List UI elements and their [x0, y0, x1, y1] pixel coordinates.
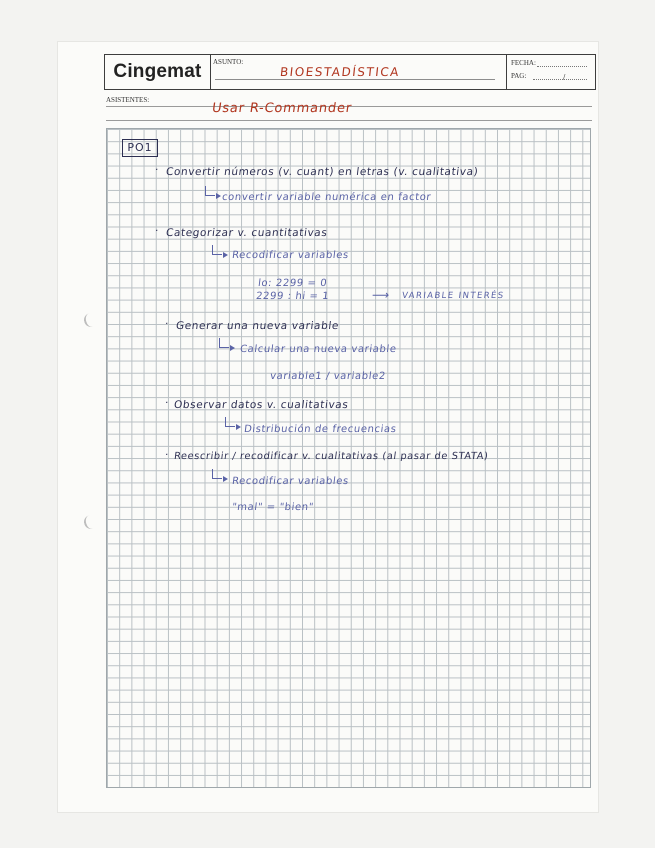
- arrow-hook-icon: [219, 338, 229, 348]
- note-item: ·: [164, 397, 170, 409]
- note-item: ·: [164, 449, 170, 461]
- note-item: ·: [154, 225, 160, 237]
- pag-line: [533, 79, 587, 80]
- note-subitem: Recodificar variables: [231, 250, 350, 261]
- section-code: PO1: [122, 139, 158, 157]
- asunto-line: [215, 79, 495, 80]
- page-header: [104, 54, 596, 90]
- pag-label: PAG:: [511, 72, 527, 80]
- arrow-hook-icon: [225, 417, 235, 427]
- asunto-label: ASUNTO:: [213, 58, 244, 66]
- note-item: Convertir números (v. cuant) en letras (v. cualitativa): [165, 166, 480, 178]
- note-item: ·: [164, 318, 170, 330]
- arrow-hook-icon: [212, 245, 222, 255]
- note-item: Categorizar v. cuantitativas: [165, 227, 329, 239]
- arrow-hook-icon: [205, 186, 215, 196]
- calc-line: variable1 / variable2: [269, 371, 387, 382]
- note-subitem: convertir variable numérica en factor: [221, 192, 432, 203]
- recode-note: VARIABLE INTERÉS: [401, 291, 506, 301]
- asistentes-value: Usar R-Commander: [210, 101, 353, 116]
- note-item: Reescribir / recodificar v. cualitativas (al pasar de STATA): [173, 451, 490, 462]
- note-item: Observar datos v. cualitativas: [173, 399, 350, 411]
- arrow-right-icon: ⟶: [371, 288, 391, 302]
- note-subitem: Distribución de frecuencias: [243, 424, 398, 435]
- note-subitem: Recodificar variables: [231, 476, 350, 487]
- recode-line: lo: 2299 = 0: [257, 278, 328, 289]
- date-page-box: [506, 55, 595, 89]
- pag-separator: /: [563, 73, 566, 81]
- arrow-hook-icon: [212, 469, 222, 479]
- fecha-label: FECHA:: [511, 59, 536, 67]
- note-item: ·: [154, 164, 160, 176]
- asistentes-line: [106, 120, 592, 121]
- note-item: Generar una nueva variable: [175, 320, 340, 332]
- recode-line: 2299 : hi = 1: [255, 291, 330, 302]
- asistentes-label: ASISTENTES:: [106, 96, 150, 104]
- note-subitem: Calcular una nueva variable: [239, 344, 398, 355]
- asunto-value: BIOESTADÍSTICA: [279, 65, 401, 79]
- fecha-line: [537, 66, 587, 67]
- brand-logo: Cingemat: [105, 55, 211, 89]
- recode-text-line: "mal" = "bien": [231, 502, 315, 513]
